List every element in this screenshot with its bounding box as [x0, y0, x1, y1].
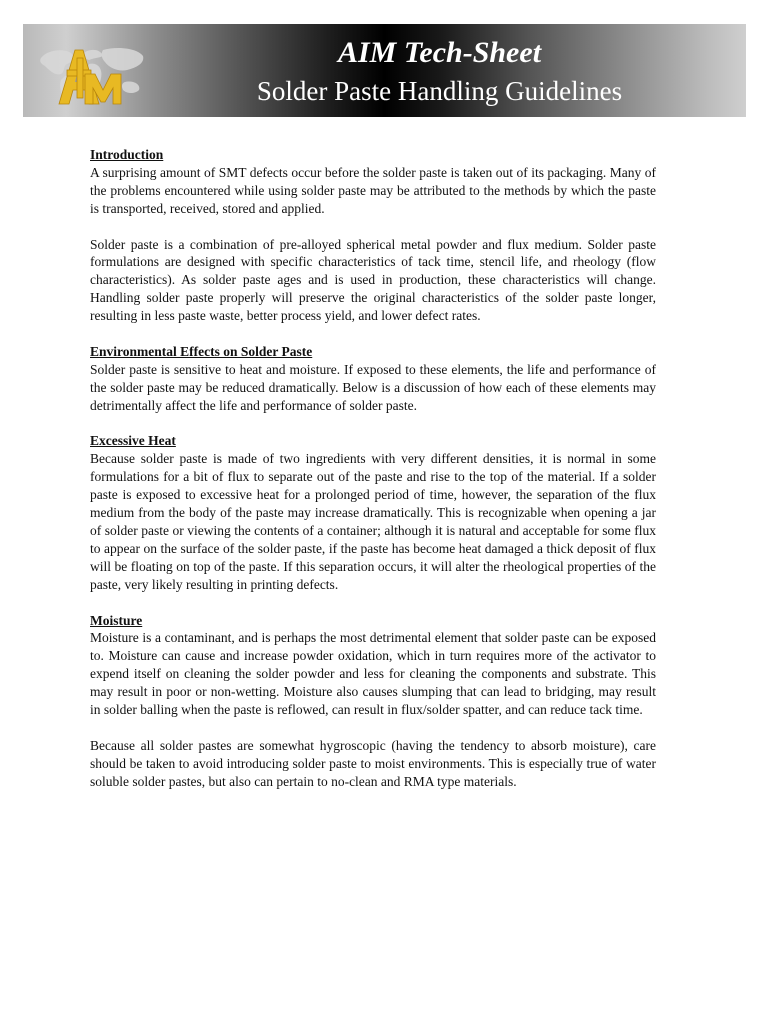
- section-heading: Introduction: [90, 147, 164, 162]
- paragraph: Solder paste is a combination of pre-alloyed spherical metal powder and flux medium. Solder paste formulations are designed with specific characteristics of tack time, stencil life, and rheology (flow characteristics). As solder paste ages and is used in production, these characteristics will change. Handling solder paste properly will preserve the original characteristics of the solder paste longer, resulting in less paste waste, better process yield, and lower defect rates.: [90, 236, 656, 324]
- section-heading: Moisture: [90, 612, 143, 628]
- banner-subtitle: Solder Paste Handling Guidelines: [256, 76, 623, 106]
- banner-title: AIM Tech-Sheet: [337, 36, 542, 69]
- section-heading: Excessive Heat: [90, 433, 176, 449]
- section-moisture: [90, 612, 656, 791]
- paragraph: Moisture is a contaminant, and is perhaps the most detrimental element that solder paste can be exposed to. Moisture can cause and increase powder oxidation, which in turn requires more of the activator to expend itself on cleaning the solder powder and less for cleaning the components and substrate. This may result in poor or non-wetting. Moisture also causes slumping that can lead to bridging, may result in solder balling when the paste is reflowed, can result in flux/solder spatter, and can reduce tack time.: [90, 630, 656, 718]
- section-heading: Environmental Effects on Solder Paste: [90, 343, 313, 359]
- section-excessive-heat: [90, 432, 656, 593]
- paragraph: Solder paste is sensitive to heat and moisture. If exposed to these elements, the life and performance of the solder paste may be reduced dramatically. Below is a discussion of how each of these elements may detrimentally affect the life and performance of solder paste.: [90, 361, 656, 413]
- section-environmental-effects: [90, 343, 656, 415]
- paragraph: Because solder paste is made of two ingredients with very different densities, it is normal in some formulations for a bit of flux to separate out of the paste and rise to the top of the material. If a solder paste is exposed to excessive heat for a prolonged period of time, however, the separation of the flux medium from the body of the paste may increase dramatically. This is recognizable when opening a jar of solder paste or viewing the contents of a container; although it is natural and acceptable for some flux to appear on the surface of the solder paste, if the paste has become heat damaged a thick deposit of flux will be floating on top of the paste. If this separation occurs, it will alter the rheological properties of the paste, very likely resulting in printing defects.: [90, 451, 656, 592]
- header-banner: [23, 24, 746, 117]
- paragraph: A surprising amount of SMT defects occur before the solder paste is taken out of its packaging. Many of the problems encountered while using solder paste may be attributed to the methods by which the paste is transported, received, stored and applied.: [90, 164, 656, 216]
- paragraph: Because all solder pastes are somewhat hygroscopic (having the tendency to absorb moisture), care should be taken to avoid introducing solder paste to moist environments. This is especially true of water soluble solder pastes, but also can pertain to no-clean and RMA type materials.: [90, 737, 656, 789]
- section-introduction: [90, 146, 656, 325]
- document-body: [90, 146, 656, 808]
